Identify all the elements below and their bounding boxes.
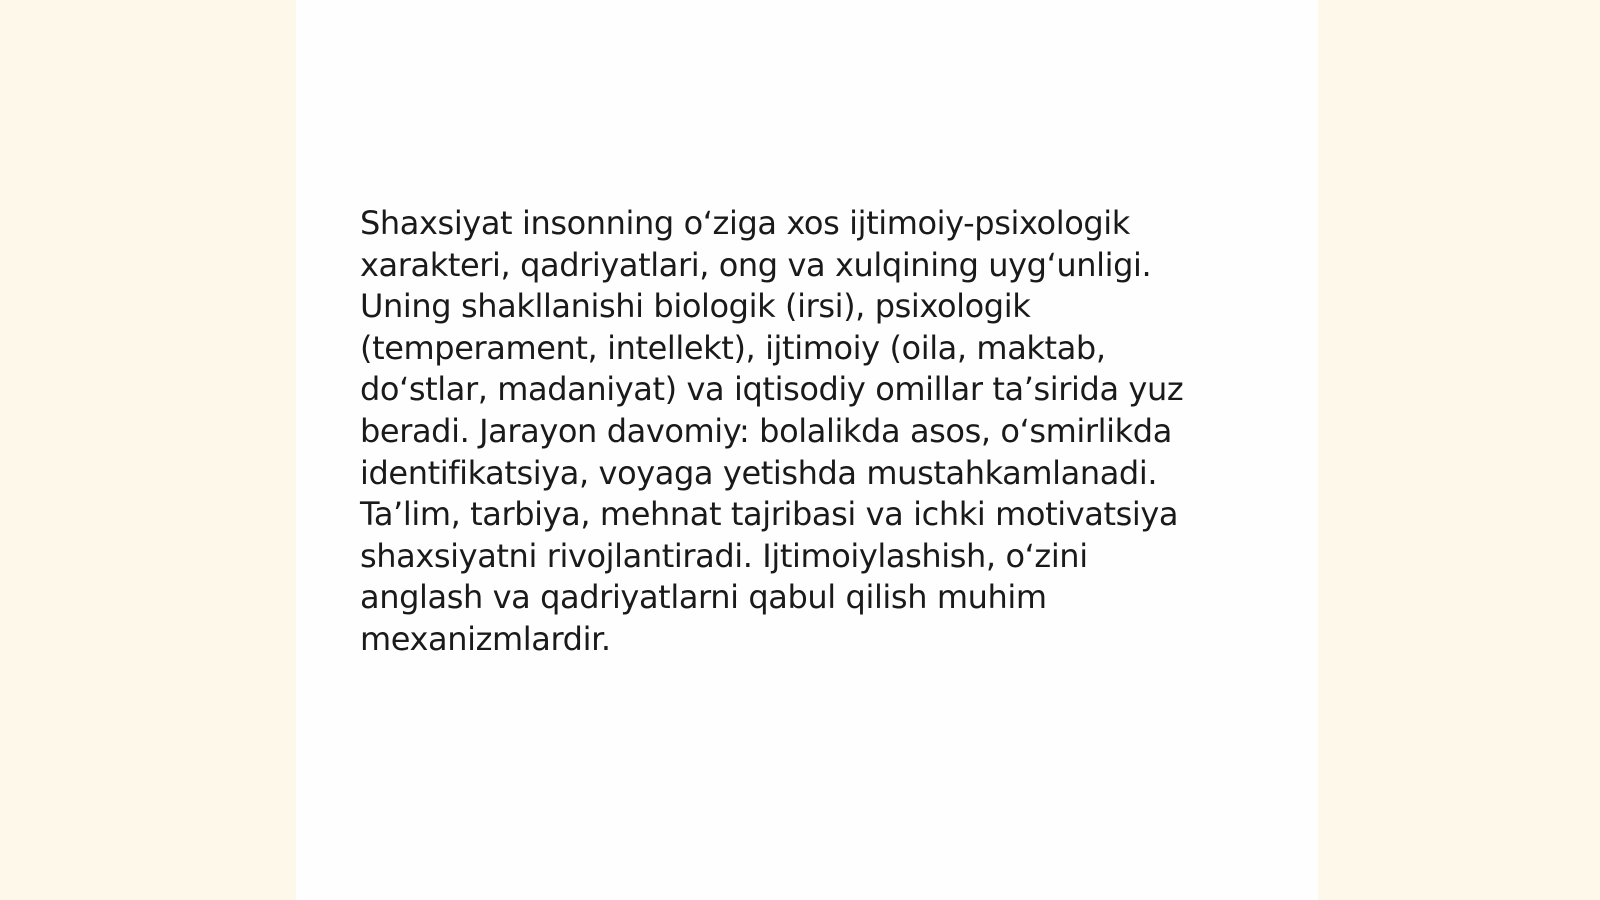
content-panel bbox=[296, 0, 1318, 900]
body-paragraph bbox=[360, 203, 1240, 661]
paragraph-line: identifikatsiya, voyaga yetishda mustahkamlanadi. bbox=[360, 453, 1158, 492]
paragraph-line: Uning shakllanishi biologik (irsi), psixologik bbox=[360, 287, 1031, 326]
paragraph-line: do‘stlar, madaniyat) va iqtisodiy omillar ta’sirida yuz bbox=[360, 370, 1184, 409]
paragraph-line: beradi. Jarayon davomiy: bolalikda asos, o‘smirlikda bbox=[360, 411, 1172, 450]
paragraph-line: mexanizmlardir. bbox=[360, 619, 611, 658]
paragraph-line: anglash va qadriyatlarni qabul qilish muhim bbox=[360, 578, 1047, 617]
paragraph-line: xarakteri, qadriyatlari, ong va xulqining uyg‘unligi. bbox=[360, 245, 1152, 284]
paragraph-line: shaxsiyatni rivojlantiradi. Ijtimoiylashish, o‘zini bbox=[360, 536, 1088, 575]
paragraph-line: (temperament, intellekt), ijtimoiy (oila, maktab, bbox=[360, 328, 1106, 367]
paragraph-line: Ta’lim, tarbiya, mehnat tajribasi va ichki motivatsiya bbox=[360, 495, 1179, 534]
paragraph-line: Shaxsiyat insonning o‘ziga xos ijtimoiy-psixologik bbox=[360, 204, 1130, 242]
